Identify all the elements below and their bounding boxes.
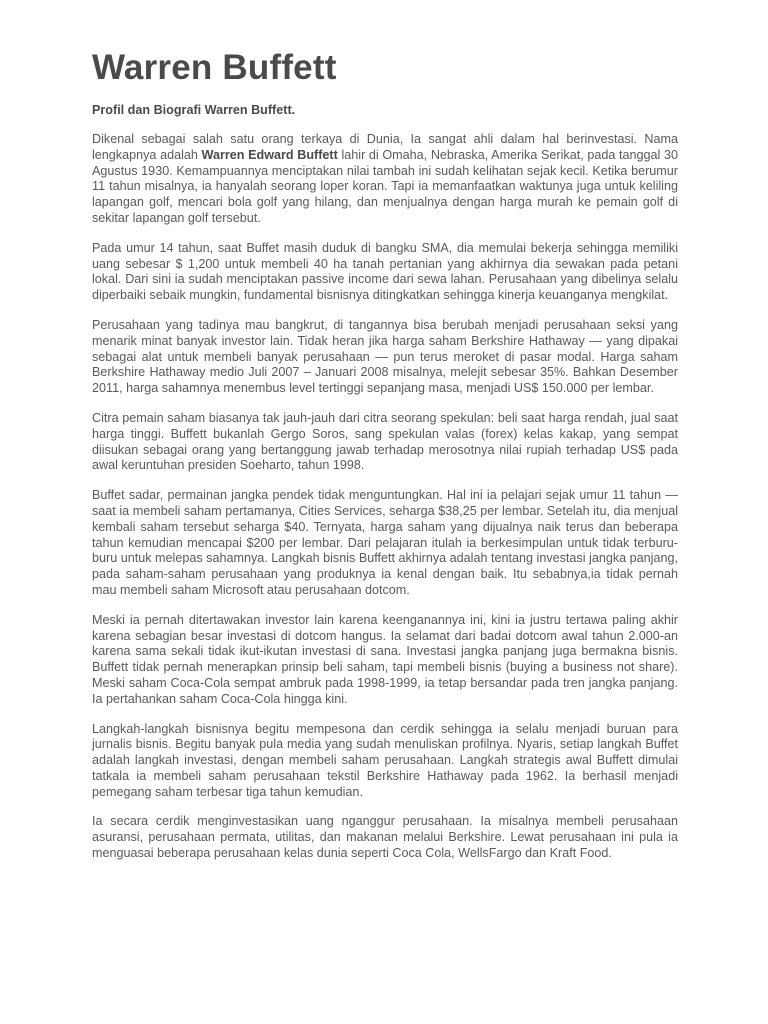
document-page	[92, 46, 678, 876]
paragraph-1-intro: Dikenal sebagai salah satu orang terkaya di Dunia, Ia sangat ahli dalam hal berinvestasi. Nama lengkapnya adalah	[92, 132, 678, 162]
page-title: Warren Buffett	[92, 48, 337, 87]
paragraph-3: Perusahaan yang tadinya mau bangkrut, di tangannya bisa berubah menjadi perusahaan seksi yang menarik minat banyak investor lain. Tidak heran jika harga saham Berkshire Hathaway — yang dipakai sebagai alat untuk membeli banyak perusahaan — pun terus meroket di pasar modal. Harga saham Berkshire Hathaway medio Juli 2007 – Januari 2008 misalnya, melejit sebesar 35%. Bahkan Desember 2011, harga sahamnya menembus level tertinggi sepanjang masa, menjadi US$ 150.000 per lembar.	[92, 317, 678, 396]
paragraph-1-rest: lahir di Omaha, Nebraska, Amerika Serikat, pada tanggal 30 Agustus 1930. Kemampuannya menciptakan nilai tambah ini sudah kelihatan sejak kecil. Ketika berumur 11 tahun misalnya, ia hanyalah seorang loper koran. Tapi ia memanfaatkan waktunya juga untuk keliling lapangan golf, mencari bola golf yang hilang, dan menjualnya dengan harga murah ke pemain golf di sekitar lapangan golf tersebut.	[92, 147, 678, 225]
paragraph-1	[92, 132, 678, 227]
document-subtitle: Profil dan Biografi Warren Buffett.	[92, 103, 296, 117]
paragraph-4: Citra pemain saham biasanya tak jauh-jauh dari citra seorang spekulan: beli saat harga rendah, jual saat harga tinggi. Buffett bukanlah Gergo Soros, sang spekulan valas (forex) kelas kakap, yang sempat diisukan sebagai orang yang bertanggung jawab terhadap merosotnya nilai rupiah terhadap US$ pada awal keruntuhan presiden Soeharto, tahun 1998.	[92, 410, 678, 473]
paragraph-6: Meski ia pernah ditertawakan investor lain karena keenganannya ini, kini ia justru tertawa paling akhir karena sebagian besar investasi di dotcom hangus. Ia selamat dari badai dotcom awal tahun 2.000-an karena sama sekali tidak ikut-ikutan investasi di sana. Investasi jangka panjang juga bermakna bisnis. Buffett tidak pernah menerapkan prinsip beli saham, tapi membeli bisnis (buying a business not share). Meski saham Coca-Cola sempat ambruk pada 1998-1999, ia tetap bersandar pada tren jangka panjang. Ia pertahankan saham Coca-Cola hingga kini.	[92, 612, 678, 706]
full-name-bold: Warren Edward Buffett	[201, 147, 338, 162]
paragraph-7: Langkah-langkah bisnisnya begitu mempesona dan cerdik sehingga ia selalu menjadi buruan para jurnalis bisnis. Begitu banyak pula media yang sudah menuliskan profilnya. Nyaris, setiap langkah Buffet adalah langkah investasi, dengan membeli saham perusahaan. Langkah strategis awal Buffett dimulai tatkala ia membeli saham perusahaan tekstil Berkshire Hathaway pada 1962. Ia berhasil menjadi pemegang saham terbesar tiga tahun kemudian.	[92, 721, 678, 799]
paragraph-2: Pada umur 14 tahun, saat Buffet masih duduk di bangku SMA, dia memulai bekerja sehingga memiliki uang sebesar $ 1,200 untuk membeli 40 ha tanah pertanian yang akhirnya dia sewakan pada petani lokal. Dari sini ia sudah menciptakan passive income dari sewa lahan. Perusahaan yang dibelinya selalu diperbaiki sebaik mungkin, fundamental bisnisnya ditingkatkan sehingga kinerja keuanganya mengkilat.	[92, 240, 678, 303]
paragraph-8: Ia secara cerdik menginvestasikan uang nganggur perusahaan. Ia misalnya membeli perusahaan asuransi, perusahaan permata, utilitas, dan makanan melalui Berkshire. Lewat perusahaan ini pula ia menguasai beberapa perusahaan kelas dunia seperti Coca Cola, WellsFargo dan Kraft Food.	[92, 814, 678, 861]
paragraph-5: Buffet sadar, permainan jangka pendek tidak menguntungkan. Hal ini ia pelajari sejak umur 11 tahun — saat ia membeli saham pertamanya, Cities Services, seharga $38,25 per lembar. Setelah itu, dia menjual kembali saham tersebut seharga $40. Ternyata, harga saham yang dijualnya naik terus dan beberapa tahun kemudian mencapai $200 per lembar. Dari pelajaran itulah ia berkesimpulan untuk tidak terburu-buru untuk melepas sahamnya. Langkah bisnis Buffett akhirnya adalah tentang investasi jangka panjang, pada saham-saham perusahaan yang produknya ia kenal dengan baik. Itu sebabnya,ia tidak pernah mau membeli saham Microsoft atau perusahaan dotcom.	[92, 488, 678, 597]
